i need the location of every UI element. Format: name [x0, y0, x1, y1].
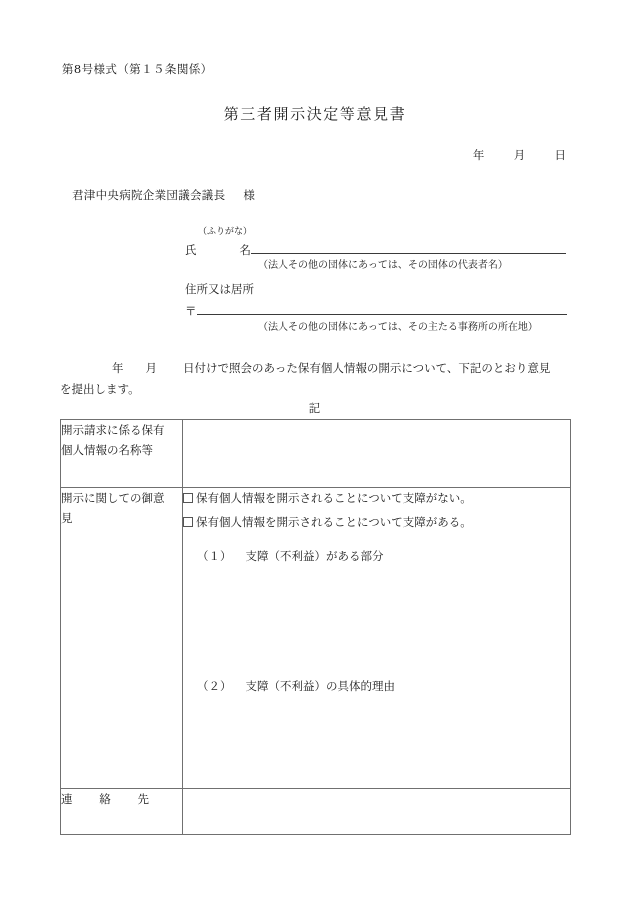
- name-note: （法人その他の団体にあっては、その団体の代表者名）: [258, 260, 508, 271]
- addressee-honorific: 様: [243, 188, 256, 202]
- body-month-label: 月: [145, 361, 157, 375]
- body-paragraph: [60, 358, 572, 401]
- checkbox-icon[interactable]: [183, 517, 193, 527]
- row-label-opinion: [61, 488, 183, 789]
- sub-item-2-number: （２）: [197, 679, 232, 694]
- address-row: [185, 301, 567, 320]
- body-text-line2: を提出します。: [60, 382, 140, 397]
- row2-value-field: [183, 488, 571, 789]
- table-row: [61, 420, 571, 488]
- sub-item-2: [197, 676, 570, 696]
- page-title: 第三者開示決定等意見書: [223, 105, 407, 123]
- table-row: [61, 789, 571, 835]
- checkbox-option-label: 保有個人情報を開示されることについて支障がない。: [196, 491, 472, 505]
- checkbox-icon[interactable]: [183, 493, 193, 503]
- furigana-label: （ふりがな）: [198, 227, 253, 237]
- row-label-disclosure-name: [61, 420, 183, 488]
- body-text: 日付けで照会のあった保有個人情報の開示について、下記のとおり意見: [183, 361, 551, 375]
- name-label: 氏名: [185, 243, 251, 257]
- form-number: 第8号様式（第１５条関係）: [62, 62, 213, 76]
- name-row: [185, 240, 570, 259]
- sub-item-1: [197, 546, 570, 566]
- address-note: （法人その他の団体にあっては、その主たる事務所の所在地）: [258, 322, 538, 333]
- sub-item-1-number: （１）: [197, 549, 232, 564]
- row3-label: 連絡先: [61, 792, 149, 806]
- sub-item-2-label: 支障（不利益）の具体的理由: [245, 679, 395, 694]
- opinion-form-table: [60, 419, 571, 835]
- addressee-name: 君津中央病院企業団議会議長: [72, 188, 226, 202]
- row1-label-line2: 個人情報の名称等: [61, 443, 153, 458]
- ki-mark: 記: [308, 401, 322, 415]
- row2-label-line1: 開示に関しての御意: [61, 491, 165, 505]
- date-year-label: 年: [472, 148, 485, 162]
- checkbox-option-has-objection[interactable]: [183, 512, 570, 532]
- postal-symbol: 〒: [185, 304, 197, 318]
- sub-item-1-label: 支障（不利益）がある部分: [245, 549, 384, 564]
- address-label: 住所又は居所: [185, 282, 254, 296]
- body-year-label: 年: [112, 361, 124, 375]
- checkbox-option-no-objection[interactable]: [183, 488, 570, 508]
- date-month-label: 月: [513, 148, 526, 162]
- row2-label-line2: 見: [61, 511, 73, 526]
- date-day-label: 日: [554, 148, 566, 162]
- row1-label-line1: 開示請求に係る保有: [61, 423, 165, 437]
- row1-value-field[interactable]: [183, 420, 571, 488]
- checkbox-option-label: 保有個人情報を開示されることについて支障がある。: [196, 515, 472, 530]
- row3-value-field[interactable]: [183, 789, 571, 835]
- name-input[interactable]: [251, 240, 566, 254]
- row-label-contact: [61, 789, 183, 835]
- date-line: [0, 146, 566, 164]
- addressee-line: [72, 186, 255, 204]
- address-input[interactable]: [197, 301, 567, 315]
- table-row: [61, 488, 571, 789]
